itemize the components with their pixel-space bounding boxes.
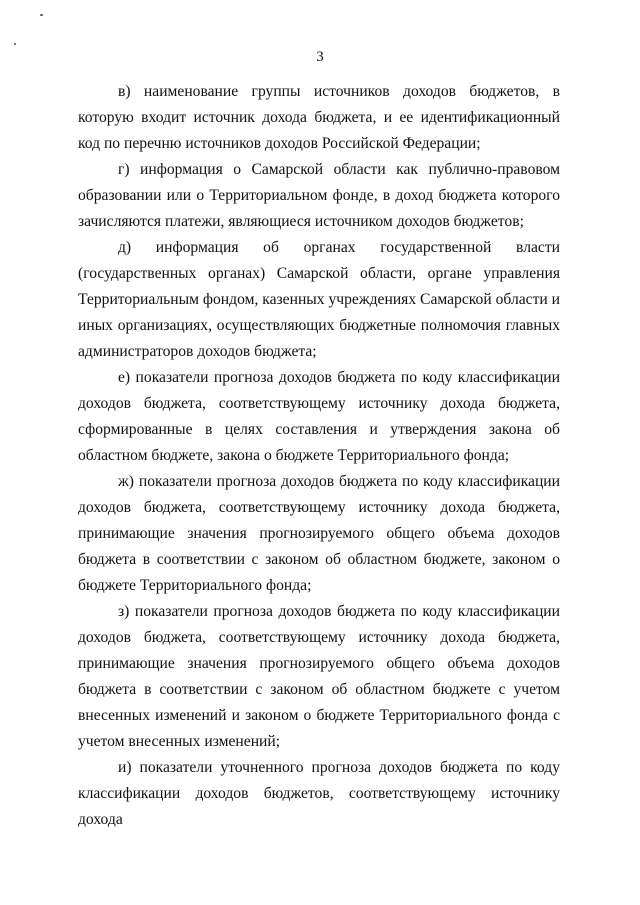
page-number: 3 [316,49,324,65]
paragraph-zh: ж) показатели прогноза доходов бюджета по коду классификации доходов бюджета, соответствующему источнику дохода бюджета, принимающие значения прогнозируемого общего объема доходов бюджета в соответствии с законом об областном бюджете, законом о бюджете Территориального фонда; [78,473,560,594]
paragraph-z: з) показатели прогноза доходов бюджета по коду классификации доходов бюджета, соответствующему источнику дохода бюджета, принимающие значения прогнозируемого общего объема доходов бюджета в соответствии с законом об областном бюджете с учетом внесенных изменений и законом о бюджете Территориального фонда с учетом внесенных изменений; [78,603,560,750]
scan-speck [14,43,16,45]
scan-speck [40,14,43,16]
paragraph-g: г) информация о Самарской области как публично-правовом образовании или о Территориальном фонде, в доход бюджета которого зачисляются платежи, являющиеся источником доходов бюджетов; [78,161,560,230]
paragraph-e: е) показатели прогноза доходов бюджета по коду классификации доходов бюджета, соответствующему источнику дохода бюджета, сформированные в целях составления и утверждения закона об областном бюджете, закона о бюджете Территориального фонда; [78,369,560,464]
paragraph-v: в) наименование группы источников доходов бюджетов, в которую входит источник дохода бюджета, и ее идентификационный код по перечню источников доходов Российской Федерации; [78,83,560,152]
paragraph-d: д) информация об органах государственной власти (государственных органах) Самарской области, органе управления Территориальным фондом, казенных учреждениях Самарской области и иных организациях, осуществляющих бюджетные полномочия главных администраторов доходов бюджета; [78,239,560,360]
paragraph-i: и) показатели уточненного прогноза доходов бюджета по коду классификации доходов бюджетов, соответствующему источнику дохода [78,759,560,828]
document-body [78,79,560,833]
